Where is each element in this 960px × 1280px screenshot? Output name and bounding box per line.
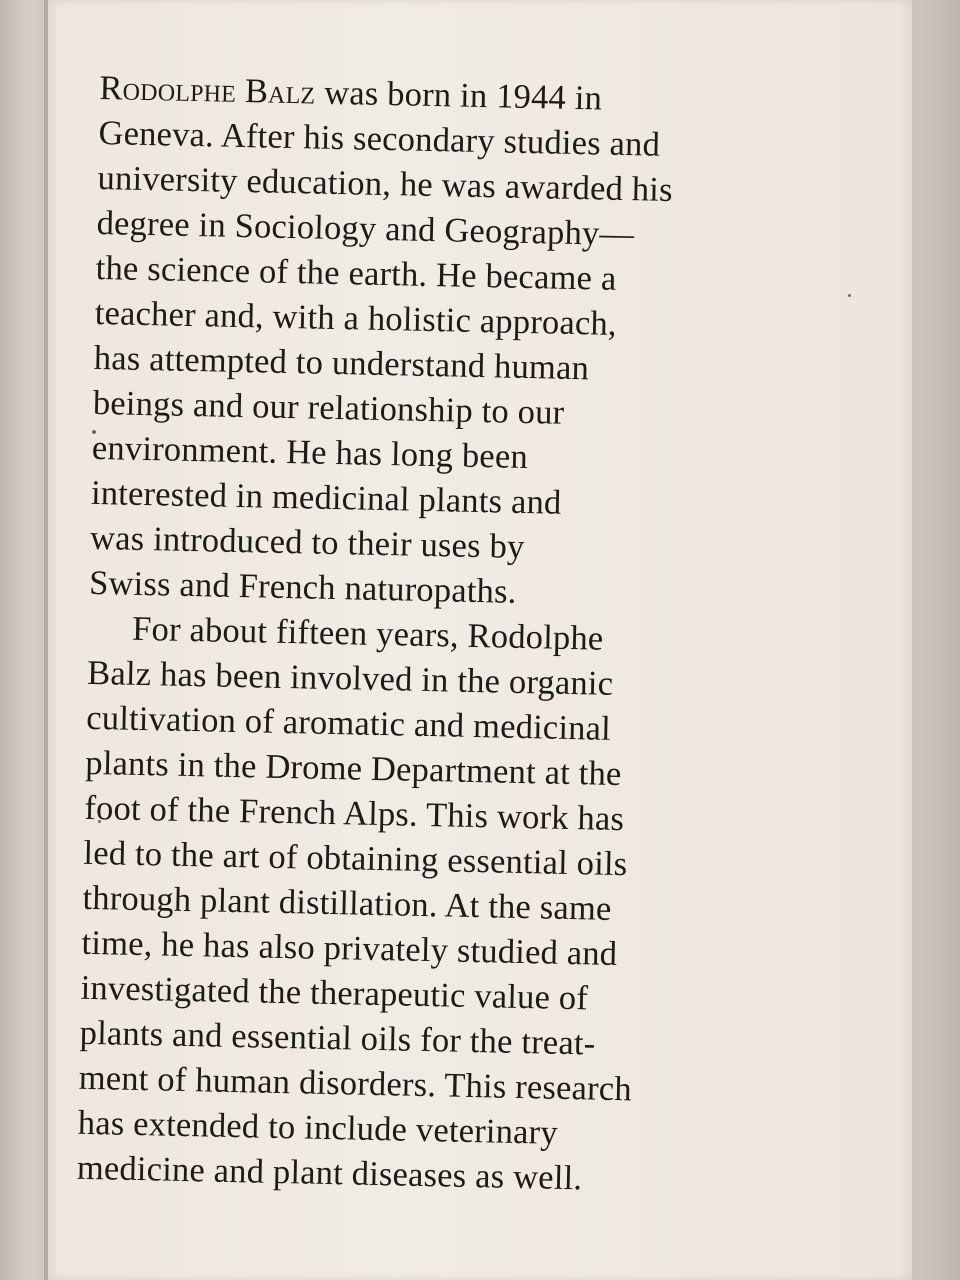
author-name: Rodolphe Balz — [99, 68, 316, 112]
text-line: beings and our relationship to our — [92, 383, 565, 432]
text-line: ment of human disorders. This research — [78, 1058, 633, 1109]
text-line: degree in Sociology and Geography— — [96, 203, 635, 254]
text-line: Swiss and French naturopaths. — [88, 563, 517, 611]
text-line: was introduced to their uses by — [89, 518, 525, 566]
text-line: plants and essential oils for the treat- — [79, 1013, 596, 1063]
text-line: time, he has also privately studied and — [81, 923, 618, 974]
text-line: has extended to include veterinary — [77, 1103, 559, 1152]
text-line: interested in medicinal plants and — [90, 473, 562, 522]
text-line: Balz has been involved in the organic — [86, 653, 614, 703]
text-line: teacher and, with a holistic approach, — [94, 293, 618, 343]
text-line: Rodolphe Balz was born in 1944 in — [99, 68, 603, 118]
author-biography — [76, 66, 799, 1205]
text-line: cultivation of aromatic and medicinal — [85, 698, 612, 748]
text-line: led to the art of obtaining essential oils — [83, 833, 628, 884]
text-line: university education, he was awarded his — [97, 158, 674, 210]
text-line: For about fifteen years, Rodolphe — [131, 609, 604, 658]
text-line: environment. He has long been — [91, 428, 529, 477]
text-line: through plant distillation. At the same — [82, 878, 612, 928]
text-line: foot of the French Alps. This work has — [84, 788, 625, 839]
text-line: plants in the Drome Department at the — [85, 743, 622, 794]
text-line: the science of the earth. He became a — [95, 248, 617, 298]
page-edge-right — [912, 0, 960, 1280]
text-line: Geneva. After his secondary studies and — [98, 113, 661, 164]
text-line: has attempted to understand human — [93, 338, 590, 388]
biography-paragraph-2 — [76, 606, 788, 1206]
biography-paragraph-1 — [89, 66, 800, 621]
paper-speck — [848, 294, 851, 297]
text-line: medicine and plant diseases as well. — [76, 1148, 583, 1198]
text-line: investigated the therapeutic value of — [80, 968, 589, 1018]
